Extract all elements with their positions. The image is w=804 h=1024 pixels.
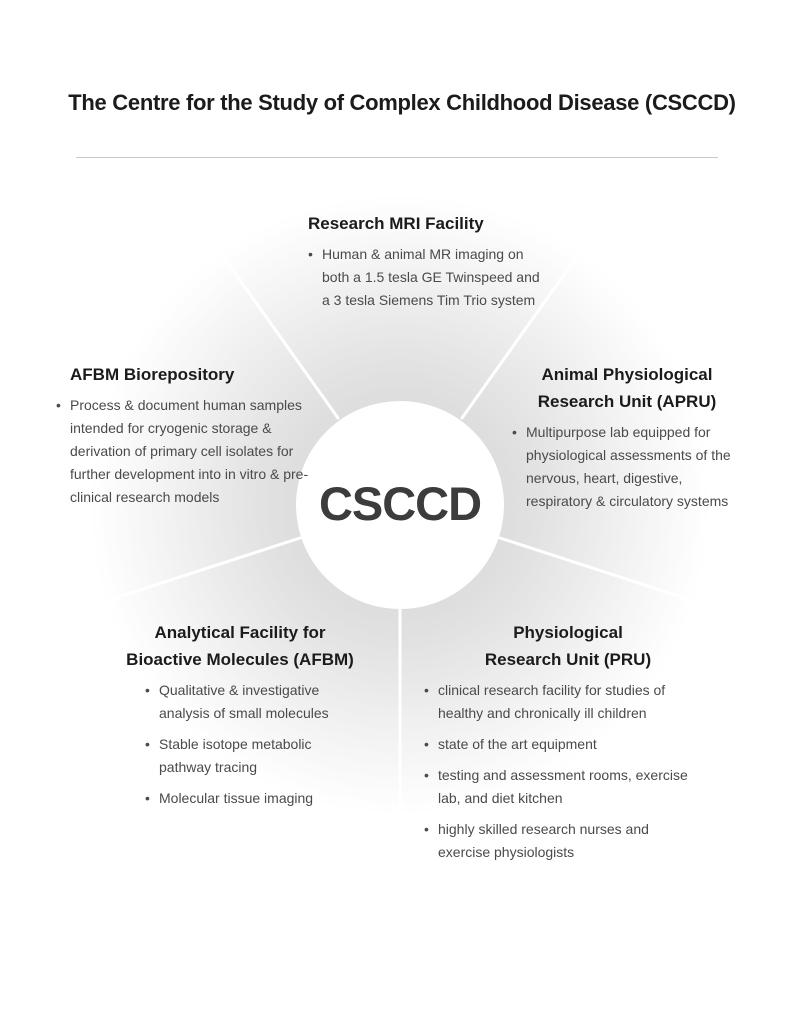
unit-bullet-list (308, 243, 548, 312)
unit-bullet-text: highly skilled research nurses and exercise physiologists (438, 821, 649, 860)
unit-bullet-text: Multipurpose lab equipped for physiological assessments of the nervous, heart, digestive, respiratory & circulatory systems (526, 424, 731, 509)
bullet-dot-icon: • (424, 821, 429, 837)
unit-afbm-biorepository (56, 361, 316, 509)
unit-bullet-item (308, 243, 548, 312)
unit-heading-line: Physiological (513, 623, 623, 642)
unit-heading-line: Animal Physiological (541, 365, 713, 384)
unit-bullet-list (424, 679, 698, 864)
unit-bullet-list (512, 421, 742, 513)
unit-heading-line: AFBM Biorepository (70, 365, 235, 384)
unit-bullet-item (145, 733, 359, 779)
unit-animal-physiological-research-unit (512, 361, 742, 513)
unit-heading (121, 619, 359, 673)
unit-heading-line: Research Unit (APRU) (537, 392, 717, 411)
unit-bullet-text: clinical research facility for studies of healthy and chronically ill children (438, 682, 666, 721)
unit-bullet-item (56, 394, 316, 509)
bullet-dot-icon: • (145, 736, 150, 752)
unit-research-mri-facility (308, 210, 548, 312)
unit-bullet-item (145, 787, 359, 810)
unit-bullet-item (424, 679, 698, 725)
unit-bullet-text: state of the art equipment (438, 736, 597, 752)
unit-bullet-list (145, 679, 359, 810)
bullet-dot-icon: • (512, 424, 517, 440)
unit-heading (438, 619, 698, 673)
unit-bullet-item (424, 733, 698, 756)
unit-heading-line: Analytical Facility for (154, 623, 326, 642)
unit-bullet-text: Process & document human samples intended for cryogenic storage & derivation of primary cell isolates for further development into in vitro & pre-clinical research models (70, 397, 309, 505)
unit-bullet-item (512, 421, 742, 513)
bullet-dot-icon: • (145, 790, 150, 806)
bullet-dot-icon: • (424, 736, 429, 752)
unit-bullet-item (145, 679, 359, 725)
unit-bullet-text: Stable isotope metabolic pathway tracing (159, 736, 312, 775)
unit-bullet-text: Molecular tissue imaging (159, 790, 314, 806)
unit-bullet-item (424, 818, 698, 864)
page-title: The Centre for the Study of Complex Childhood Disease (CSCCD) (68, 90, 736, 115)
unit-bullet-list (56, 394, 316, 509)
bullet-dot-icon: • (56, 397, 61, 413)
unit-analytical-facility-bioactive-molecules (121, 619, 359, 810)
unit-heading-line: Research Unit (PRU) (484, 650, 652, 669)
bullet-dot-icon: • (424, 682, 429, 698)
bullet-dot-icon: • (308, 246, 313, 262)
unit-heading-line: Bioactive Molecules (AFBM) (126, 650, 354, 669)
unit-heading (308, 210, 548, 237)
unit-bullet-text: testing and assessment rooms, exercise lab, and diet kitchen (438, 767, 688, 806)
center-label: CSCCD (318, 477, 482, 530)
bullet-dot-icon: • (424, 767, 429, 783)
unit-bullet-text: Human & animal MR imaging on both a 1.5 tesla GE Twinspeed and a 3 tesla Siemens Tim Trio system (322, 246, 540, 308)
unit-heading (56, 361, 316, 388)
unit-physiological-research-unit (424, 619, 698, 864)
unit-bullet-item (424, 764, 698, 810)
unit-heading (512, 361, 742, 415)
unit-heading-line: Research MRI Facility (308, 214, 484, 233)
unit-bullet-text: Qualitative & investigative analysis of small molecules (159, 682, 329, 721)
bullet-dot-icon: • (145, 682, 150, 698)
